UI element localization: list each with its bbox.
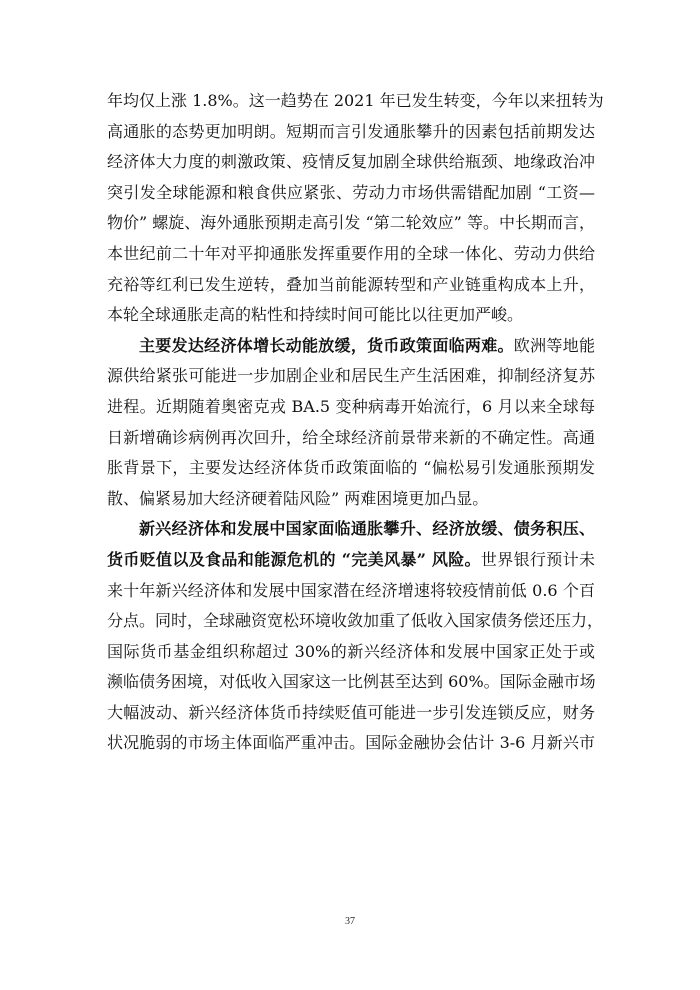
text-line: 高通胀的态势更加明朗。短期而言引发通胀攀升的因素包括前期发达 [107, 121, 595, 141]
text-line: 分点。同时，全球融资宽松环境收敛加重了低收入国家债务偿还压力， [107, 611, 604, 631]
text-line [107, 545, 595, 576]
page-number: 37 [345, 916, 355, 927]
text-line: 经济体大力度的刺激政策、疫情反复加剧全球供给瓶颈、地缘政治冲 [107, 152, 595, 172]
text-line: 大幅波动、新兴经济体货币持续贬值可能进一步引发连锁反应，财务 [107, 702, 595, 722]
text-line: 濒临债务困境，对低收入国家这一比例甚至达到 60%。国际金融市场 [107, 672, 596, 692]
text-line: 物价” 螺旋、海外通胀预期走高引发 “第二轮效应” 等。中长期而言， [107, 213, 595, 233]
text-line: 本轮全球通胀走高的粘性和持续时间可能比以往更加严峻。 [107, 305, 524, 325]
text-line: 散、偏紧易加大经济硬着陆风险” 两难困境更加凸显。 [107, 488, 489, 508]
paragraph-1 [107, 86, 604, 331]
text-line: 本世纪前二十年对平抑通胀发挥重要作用的全球一体化、劳动力供给 [107, 243, 595, 263]
text-line: 进程。近期随着奥密克戎 BA.5 变种病毒开始流行，6 月以来全球每 [107, 396, 595, 416]
text-span: 欧洲等地能 [513, 335, 595, 355]
text-span: 世界银行预计未 [480, 549, 595, 569]
bold-heading-line: 新兴经济体和发展中国家面临通胀攀升、经济放缓、债务积压、 [139, 519, 595, 539]
paragraph-3 [107, 514, 604, 759]
text-line [107, 331, 595, 362]
text-line: 突引发全球能源和粮食供应紧张、劳动力市场供需错配加剧 “工资— [107, 182, 595, 202]
text-line: 充裕等红利已发生逆转，叠加当前能源转型和产业链重构成本上升， [107, 274, 595, 294]
body-text [107, 86, 604, 759]
text-line: 状况脆弱的市场主体面临严重冲击。国际金融协会估计 3-6 月新兴市 [107, 733, 595, 753]
text-line: 胀背景下，主要发达经济体货币政策面临的 “偏松易引发通胀预期发 [107, 458, 595, 478]
text-line: 源供给紧张可能进一步加剧企业和居民生产生活困难，抑制经济复苏 [107, 366, 595, 386]
bold-heading: 货币贬值以及食品和能源危机的 “完美风暴” 风险。 [107, 549, 481, 569]
text-line: 来十年新兴经济体和发展中国家潜在经济增速将较疫情前低 0.6 个百 [107, 580, 595, 600]
text-line: 日新增确诊病例再次回升，给全球经济前景带来新的不确定性。高通 [107, 427, 595, 447]
bold-heading: 主要发达经济体增长动能放缓，货币政策面临两难。 [139, 335, 514, 355]
text-line: 国际货币基金组织称超过 30%的新兴经济体和发展中国家正处于或 [107, 641, 595, 661]
paragraph-2 [107, 331, 595, 515]
text-line: 年均仅上涨 1.8%。这一趋势在 2021 年已发生转变，今年以来扭转为 [107, 91, 604, 110]
